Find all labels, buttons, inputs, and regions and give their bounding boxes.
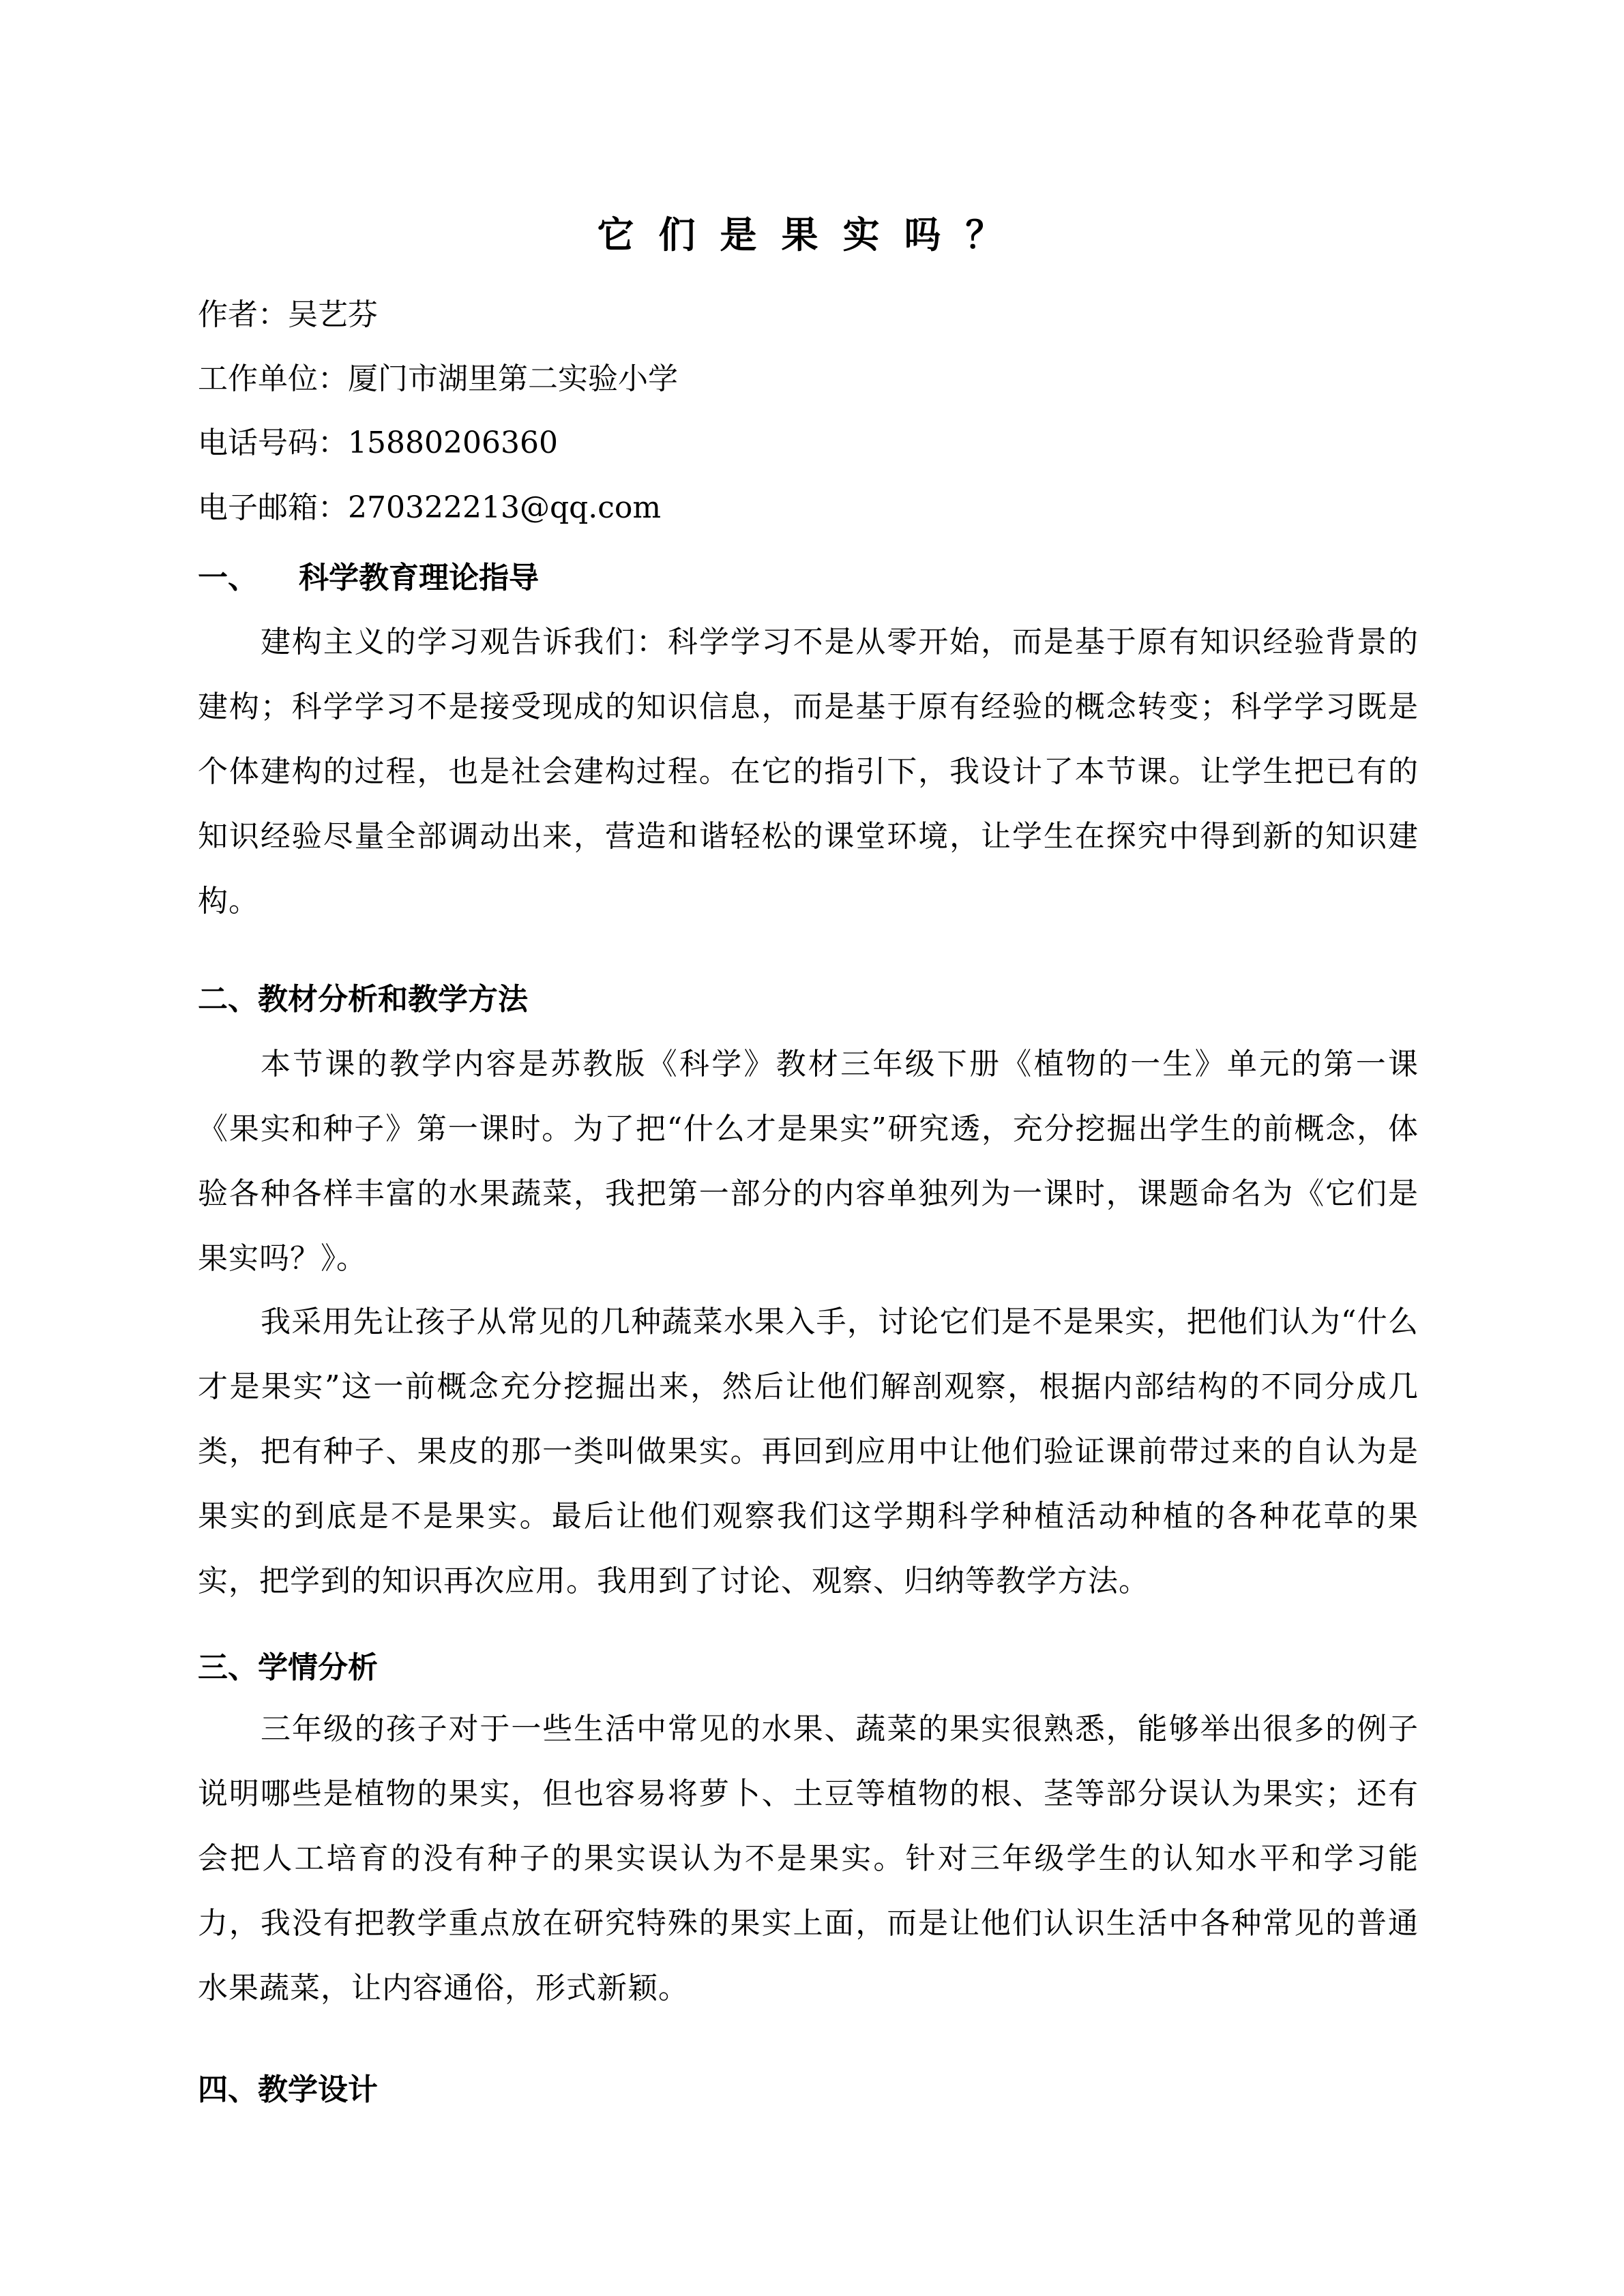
section-1-heading <box>198 558 539 599</box>
document-title: 它们是果实吗？ <box>597 213 1027 256</box>
workplace-line <box>198 359 678 400</box>
email-value: 270322213@qq.com <box>348 490 662 525</box>
workplace-value: 厦门市湖里第二实验小学 <box>348 361 678 396</box>
author-line <box>198 295 378 336</box>
author-value: 吴艺芬 <box>288 297 378 332</box>
section-3-paragraph: 三年级的孩子对于一些生活中常见的水果、蔬菜的果实很熟悉，能够举出很多的例子说明哪些是植物的果实，但也容易将萝卜、土豆等植物的根、茎等部分误认为果实；还有会把人工培育的没有种子的果实误认为不是果实。针对三年级学生的认知水平和学习能力，我没有把教学重点放在研究特殊的果实上面，而是让他们认识生活中各种常见的普通水果蔬菜，让内容通俗，形式新颖。 <box>198 1712 1419 2006</box>
section-3-heading: 三、学情分析 <box>198 1650 378 1685</box>
workplace-label: 工作单位： <box>198 361 348 396</box>
section-4-heading: 四、教学设计 <box>198 2072 378 2107</box>
section-2-paragraph-1: 本节课的教学内容是苏教版《科学》教材三年级下册《植物的一生》单元的第一课《果实和种子》第一课时。为了把“什么才是果实”研究透，充分挖掘出学生的前概念，体验各种各样丰富的水果蔬菜，我把第一部分的内容单独列为一课时，课题命名为《它们是果实吗？》。 <box>198 1047 1419 1276</box>
phone-value: 15880206360 <box>348 426 558 460</box>
section-1-paragraph: 建构主义的学习观告诉我们：科学学习不是从零开始，而是基于原有知识经验背景的建构；科学学习不是接受现成的知识信息，而是基于原有经验的概念转变；科学学习既是个体建构的过程，也是社会建构过程。在它的指引下，我设计了本节课。让学生把已有的知识经验尽量全部调动出来，营造和谐轻松的课堂环境，让学生在探究中得到新的知识建构。 <box>198 625 1419 919</box>
email-label: 电子邮箱： <box>198 490 348 525</box>
section-2-paragraph-2: 我采用先让孩子从常见的几种蔬菜水果入手，讨论它们是不是果实，把他们认为“什么才是果实”这一前概念充分挖掘出来，然后让他们解剖观察，根据内部结构的不同分成几类，把有种子、果皮的那一类叫做果实。再回到应用中让他们验证课前带过来的自认为是果实的到底是不是果实。最后让他们观察我们这学期科学种植活动种植的各种花草的果实，把学到的知识再次应用。我用到了讨论、观察、归纳等教学方法。 <box>198 1304 1419 1598</box>
phone-label: 电话号码： <box>198 426 348 460</box>
email-line <box>198 488 661 528</box>
author-label: 作者： <box>198 297 288 332</box>
section-1-title: 科学教育理论指导 <box>299 561 539 595</box>
phone-line <box>198 423 558 464</box>
section-1-number: 一、 <box>198 561 258 595</box>
section-2-heading: 二、教材分析和教学方法 <box>198 982 528 1017</box>
